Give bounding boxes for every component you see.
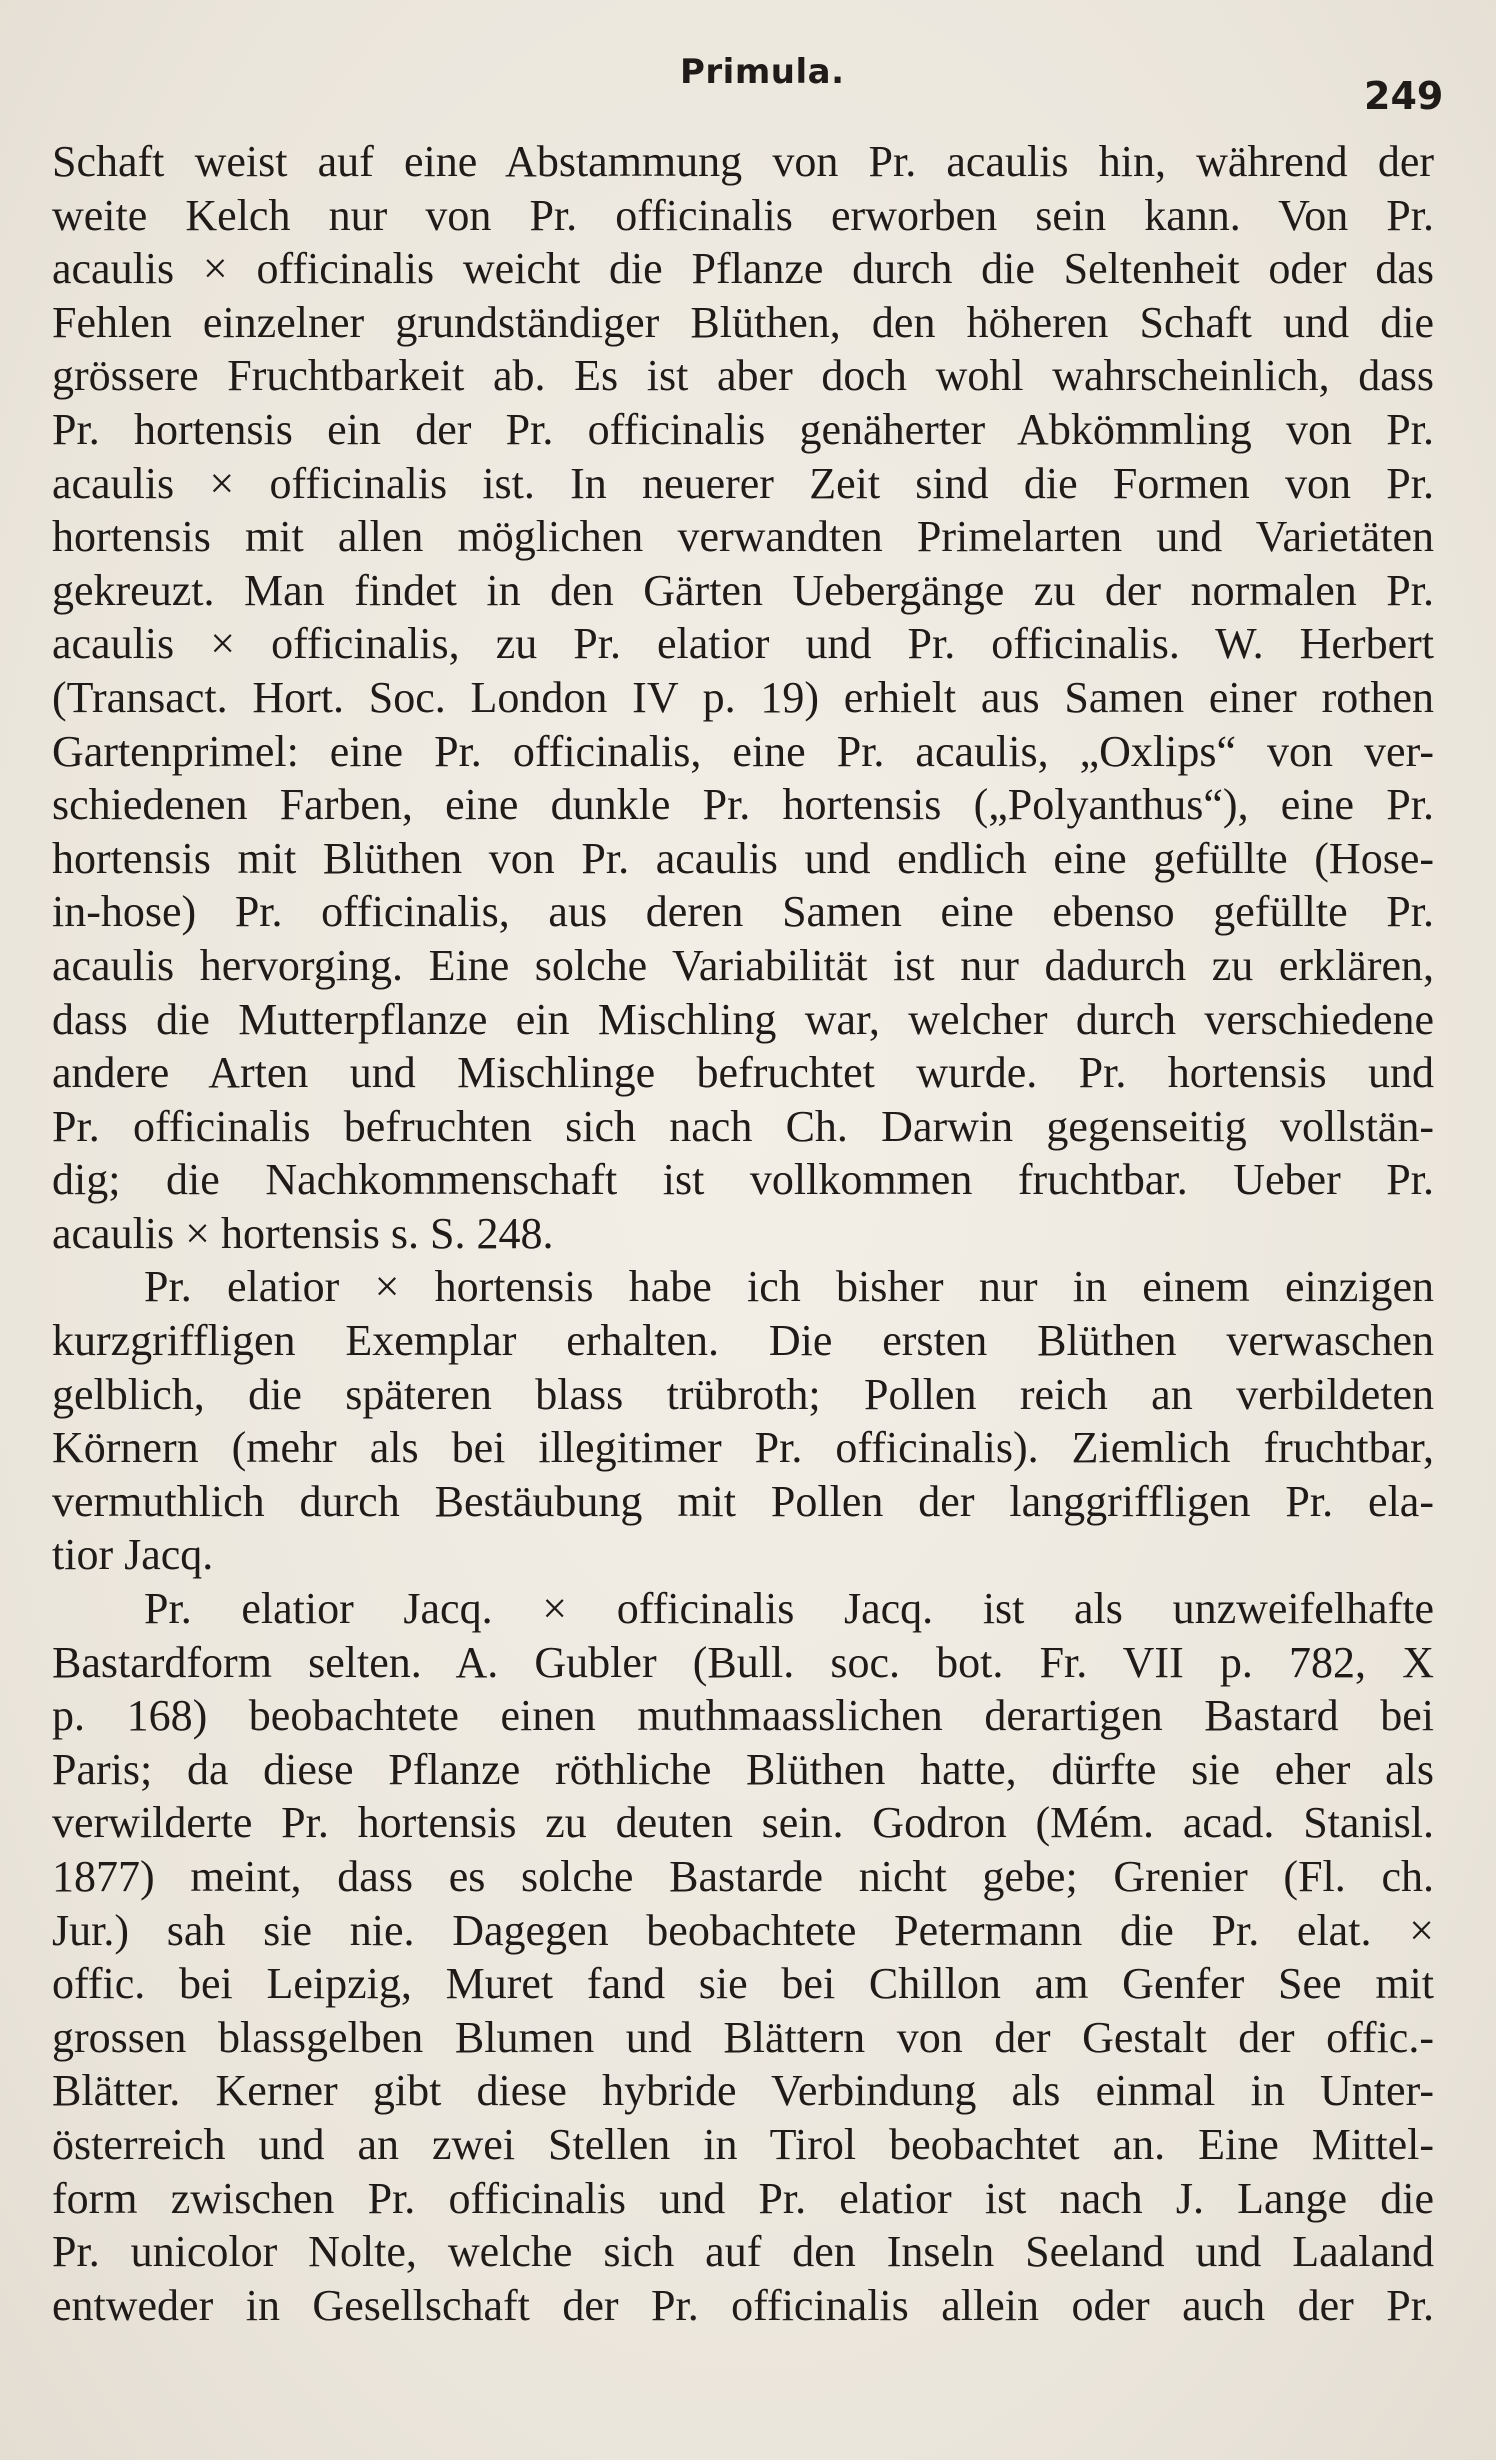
text-line: weite Kelch nur von Pr. officinalis erworben sein kann. Von Pr. xyxy=(52,190,1434,240)
text-line: grossen blassgelben Blumen und Blättern von der Gestalt der offic.- xyxy=(52,2012,1434,2062)
text-line: Pr. elatior Jacq. × officinalis Jacq. ist als unzweifelhafte xyxy=(144,1584,1434,1634)
text-line: entweder in Gesellschaft der Pr. officinalis allein oder auch der Pr. xyxy=(52,2280,1434,2330)
page-number: 249 xyxy=(1364,74,1444,118)
text-line: Fehlen einzelner grundständiger Blüthen, den höheren Schaft und die xyxy=(52,297,1434,347)
text-line: Pr. hortensis ein der Pr. officinalis genäherter Abkömmling von Pr. xyxy=(52,404,1434,454)
text-line: andere Arten und Mischlinge befruchtet wurde. Pr. hortensis und xyxy=(52,1048,1434,1098)
text-line: verwilderte Pr. hortensis zu deuten sein. Godron (Mém. acad. Stanisl. xyxy=(52,1798,1434,1848)
text-line: kurzgriffligen Exemplar erhalten. Die ersten Blüthen verwaschen xyxy=(52,1316,1434,1366)
text-line: schiedenen Farben, eine dunkle Pr. hortensis („Polyanthus“), eine Pr. xyxy=(52,780,1434,830)
text-line: hortensis mit Blüthen von Pr. acaulis und endlich eine gefüllte (Hose- xyxy=(52,833,1434,883)
text-line: acaulis × officinalis ist. In neuerer Zeit sind die Formen von Pr. xyxy=(52,458,1434,508)
text-line: Gartenprimel: eine Pr. officinalis, eine Pr. acaulis, „Oxlips“ von ver- xyxy=(52,726,1434,776)
text-line: 1877) meint, dass es solche Bastarde nicht gebe; Grenier (Fl. ch. xyxy=(52,1852,1434,1901)
text-line: acaulis × officinalis weicht die Pflanze durch die Seltenheit oder das xyxy=(52,244,1434,294)
text-line: österreich und an zwei Stellen in Tirol beobachtet an. Eine Mittel- xyxy=(52,2119,1434,2169)
text-line: gelblich, die späteren blass trübroth; Pollen reich an verbildeten xyxy=(52,1369,1434,1419)
text-line: Pr. elatior × hortensis habe ich bisher nur in einem einzigen xyxy=(144,1262,1434,1312)
text-line: Pr. unicolor Nolte, welche sich auf den Inseln Seeland und Laaland xyxy=(52,2227,1434,2277)
text-line: dig; die Nachkommenschaft ist vollkommen fruchtbar. Ueber Pr. xyxy=(52,1155,1434,1205)
text-line: form zwischen Pr. officinalis und Pr. elatior ist nach J. Lange die xyxy=(52,2173,1434,2223)
text-line: acaulis × hortensis s. S. 248. xyxy=(52,1208,554,1258)
text-line: p. 168) beobachtete einen muthmaasslichen derartigen Bastard bei xyxy=(52,1691,1434,1741)
body-text xyxy=(52,135,1434,2332)
text-line: vermuthlich durch Bestäubung mit Pollen der langgriffligen Pr. ela- xyxy=(52,1476,1434,1526)
text-line: in-hose) Pr. officinalis, aus deren Samen eine ebenso gefüllte Pr. xyxy=(52,887,1434,937)
text-line: Blätter. Kerner gibt diese hybride Verbindung als einmal in Unter- xyxy=(52,2066,1434,2116)
text-line: Pr. officinalis befruchten sich nach Ch. Darwin gegenseitig vollstän- xyxy=(52,1101,1434,1151)
text-line: dass die Mutterpflanze ein Mischling war, welcher durch verschiedene xyxy=(52,994,1434,1044)
running-head-title: Primula. xyxy=(680,52,845,92)
running-head xyxy=(0,52,1496,118)
text-line: acaulis hervorging. Eine solche Variabilität ist nur dadurch zu erklären, xyxy=(52,940,1434,990)
text-line: Körnern (mehr als bei illegitimer Pr. officinalis). Ziemlich fruchtbar, xyxy=(52,1423,1434,1473)
text-line: (Transact. Hort. Soc. London IV p. 19) erhielt aus Samen einer rothen xyxy=(52,672,1434,722)
text-line: tior Jacq. xyxy=(52,1530,214,1580)
text-line: offic. bei Leipzig, Muret fand sie bei Chillon am Genfer See mit xyxy=(52,1959,1434,2009)
text-line: hortensis mit allen möglichen verwandten Primelarten und Varietäten xyxy=(52,512,1434,562)
text-line: Paris; da diese Pflanze röthliche Blüthen hatte, dürfte sie eher als xyxy=(52,1744,1434,1794)
text-line: acaulis × officinalis, zu Pr. elatior und Pr. officinalis. W. Herbert xyxy=(52,619,1434,669)
text-line: Jur.) sah sie nie. Dagegen beobachtete Petermann die Pr. elat. × xyxy=(52,1905,1434,1955)
text-line: Schaft weist auf eine Abstammung von Pr. acaulis hin, während der xyxy=(52,137,1434,186)
text-line: gekreuzt. Man findet in den Gärten Uebergänge zu der normalen Pr. xyxy=(52,565,1434,615)
text-line: grössere Fruchtbarkeit ab. Es ist aber doch wohl wahrscheinlich, dass xyxy=(52,351,1434,401)
text-line: Bastardform selten. A. Gubler (Bull. soc. bot. Fr. VII p. 782, X xyxy=(52,1637,1434,1687)
